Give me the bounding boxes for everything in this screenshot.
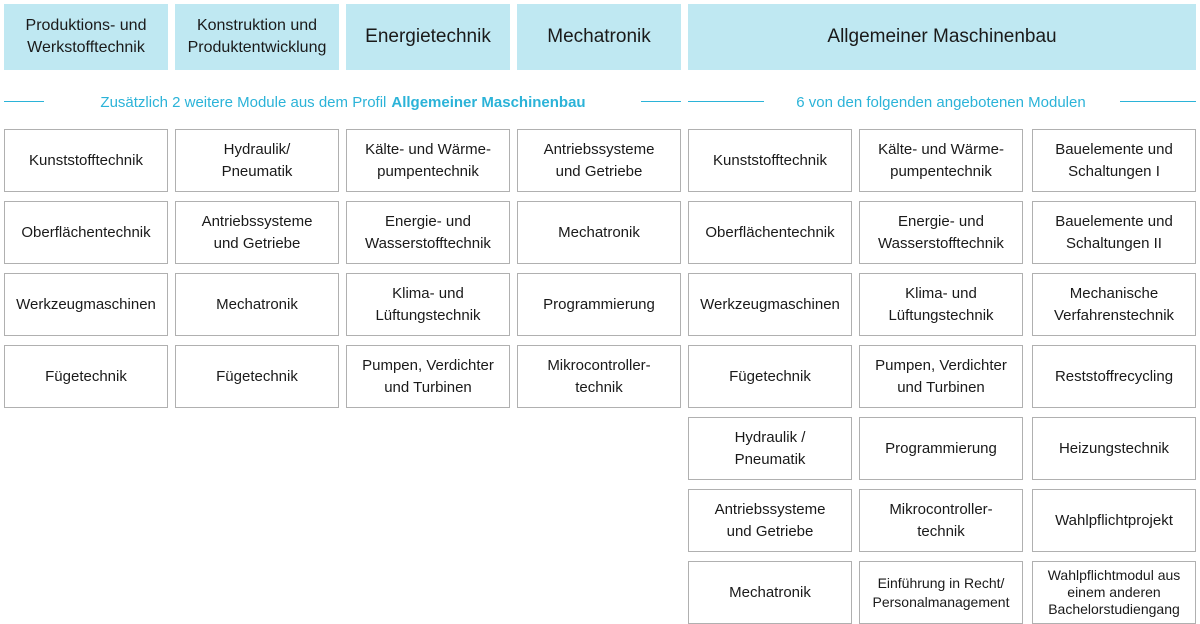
caption-rule-right-a	[688, 101, 764, 102]
module-cell: Programmierung	[517, 273, 681, 336]
module-cell: Hydraulik/ Pneumatik	[175, 129, 339, 192]
module-cell: Oberflächentechnik	[688, 201, 852, 264]
left-caption-bold: Allgemeiner Maschinenbau	[391, 93, 586, 111]
module-cell: Mikrocontroller- technik	[859, 489, 1023, 552]
right-caption	[766, 90, 1116, 114]
column-allgemein-2	[859, 129, 1023, 624]
caption-rule-left-b	[641, 101, 681, 102]
column-allgemein-3	[1032, 129, 1196, 624]
header-produktions-werkstofftechnik: Produktions- und Werkstofftechnik	[4, 4, 168, 70]
module-cell: Werkzeugmaschinen	[688, 273, 852, 336]
module-cell: Antriebssysteme und Getriebe	[517, 129, 681, 192]
header-konstruktion-produktentwicklung: Konstruktion und Produktentwicklung	[175, 4, 339, 70]
header-mechatronik: Mechatronik	[517, 4, 681, 70]
module-cell: Pumpen, Verdichter und Turbinen	[346, 345, 510, 408]
right-caption-text: 6 von den folgenden angebotenen Modulen	[796, 93, 1086, 111]
module-cell: Kunststofftechnik	[4, 129, 168, 192]
module-cell: Fügetechnik	[4, 345, 168, 408]
module-cell: Mechatronik	[175, 273, 339, 336]
header-allgemeiner-maschinenbau: Allgemeiner Maschinenbau	[688, 4, 1196, 70]
module-cell: Einführung in Recht/ Personalmanagement	[859, 561, 1023, 624]
module-cell: Programmierung	[859, 417, 1023, 480]
module-cell: Bauelemente und Schaltungen II	[1032, 201, 1196, 264]
module-cell: Klima- und Lüftungstechnik	[859, 273, 1023, 336]
module-cell: Kunststofftechnik	[688, 129, 852, 192]
module-cell: Antriebssysteme und Getriebe	[175, 201, 339, 264]
module-cell: Oberflächentechnik	[4, 201, 168, 264]
left-caption	[48, 90, 638, 114]
column-mechatronik	[517, 129, 681, 417]
module-cell: Pumpen, Verdichter und Turbinen	[859, 345, 1023, 408]
module-cell: Reststoffrecycling	[1032, 345, 1196, 408]
module-cell: Wahlpflichtmodul aus einem anderen Bachelorstudiengang	[1032, 561, 1196, 624]
module-cell: Kälte- und Wärme- pumpentechnik	[859, 129, 1023, 192]
module-cell: Werkzeugmaschinen	[4, 273, 168, 336]
module-cell: Mikrocontroller- technik	[517, 345, 681, 408]
module-cell: Mechatronik	[517, 201, 681, 264]
module-cell: Energie- und Wasserstofftechnik	[859, 201, 1023, 264]
column-energietechnik	[346, 129, 510, 417]
column-allgemein-1	[688, 129, 852, 624]
left-caption-prefix: Zusätzlich 2 weitere Module aus dem Profil	[100, 93, 387, 111]
column-produktions-werkstofftechnik	[4, 129, 168, 417]
module-cell: Wahlpflichtprojekt	[1032, 489, 1196, 552]
module-cell: Mechanische Verfahrenstechnik	[1032, 273, 1196, 336]
module-cell: Fügetechnik	[175, 345, 339, 408]
header-energietechnik: Energietechnik	[346, 4, 510, 70]
module-cell: Heizungstechnik	[1032, 417, 1196, 480]
module-cell: Antriebssysteme und Getriebe	[688, 489, 852, 552]
module-cell: Bauelemente und Schaltungen I	[1032, 129, 1196, 192]
module-cell: Fügetechnik	[688, 345, 852, 408]
caption-rule-left-a	[4, 101, 44, 102]
caption-rule-right-b	[1120, 101, 1196, 102]
module-cell: Hydraulik / Pneumatik	[688, 417, 852, 480]
module-cell: Kälte- und Wärme- pumpentechnik	[346, 129, 510, 192]
module-cell: Energie- und Wasserstofftechnik	[346, 201, 510, 264]
module-cell: Mechatronik	[688, 561, 852, 624]
module-cell: Klima- und Lüftungstechnik	[346, 273, 510, 336]
column-konstruktion-produktentwicklung	[175, 129, 339, 417]
